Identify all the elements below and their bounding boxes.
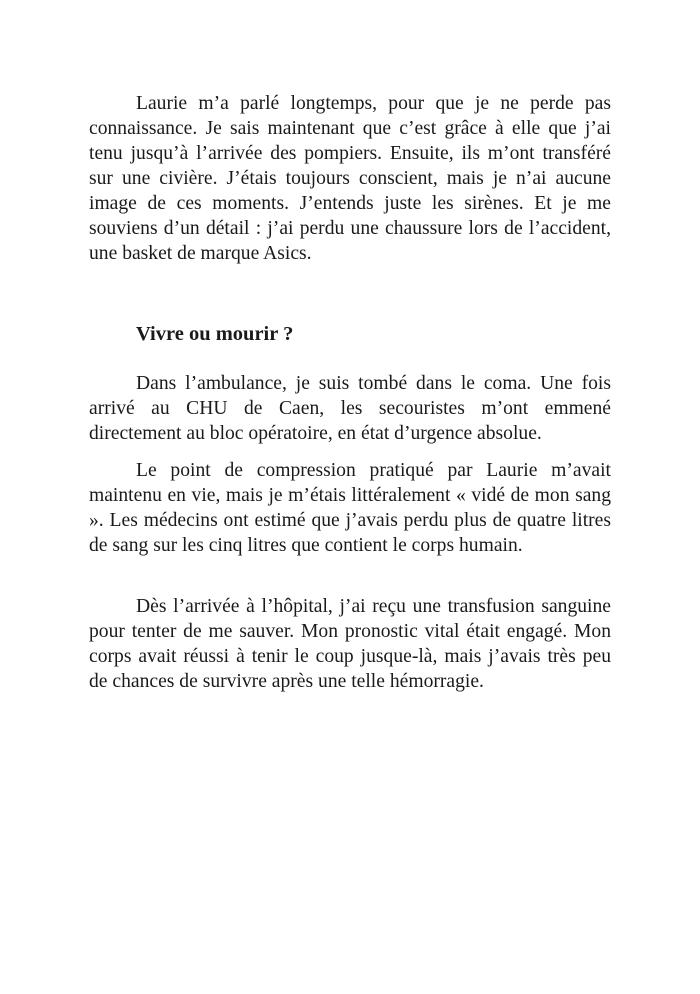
paragraph-block-2 [89, 371, 611, 446]
paragraph-compression: Le point de compression pratiqué par Laurie m’avait maintenu en vie, mais je m’étais littéralement « vidé de mon sang ». Les médecins ont estimé que j’avais perdu plus de quatre litres de sang sur les cinq litres que contient le corps humain. [89, 460, 611, 556]
section-heading: Vivre ou mourir ? [136, 323, 294, 345]
paragraph-block-1 [89, 91, 611, 266]
paragraph-ambulance: Dans l’ambulance, je suis tombé dans le coma. Une fois arrivé au CHU de Caen, les secouristes m’ont emmené directement au bloc opératoire, en état d’urgence absolue. [89, 373, 611, 444]
paragraph-block-4 [89, 594, 611, 694]
paragraph-accident-end: Laurie m’a parlé longtemps, pour que je ne perde pas connaissance. Je sais maintenant que c’est grâce à elle que j’ai tenu jusqu’à l’arrivée des pompiers. Ensuite, ils m’ont transféré sur une civière. J’étais toujours conscient, mais je n’ai aucune image de ces moments. J’entends juste les sirènes. Et je me souviens d’un détail : j’ai perdu une chaussure lors de l’accident, une basket de marque Asics. [89, 93, 611, 264]
paragraph-transfusion: Dès l’arrivée à l’hôpital, j’ai reçu une transfusion sanguine pour tenter de me sauver. Mon pronostic vital était engagé. Mon corps avait réussi à tenir le coup jusque-là, mais j’avais très peu de chances de survivre après une telle hémorragie. [89, 596, 611, 692]
paragraph-block-3 [89, 458, 611, 558]
